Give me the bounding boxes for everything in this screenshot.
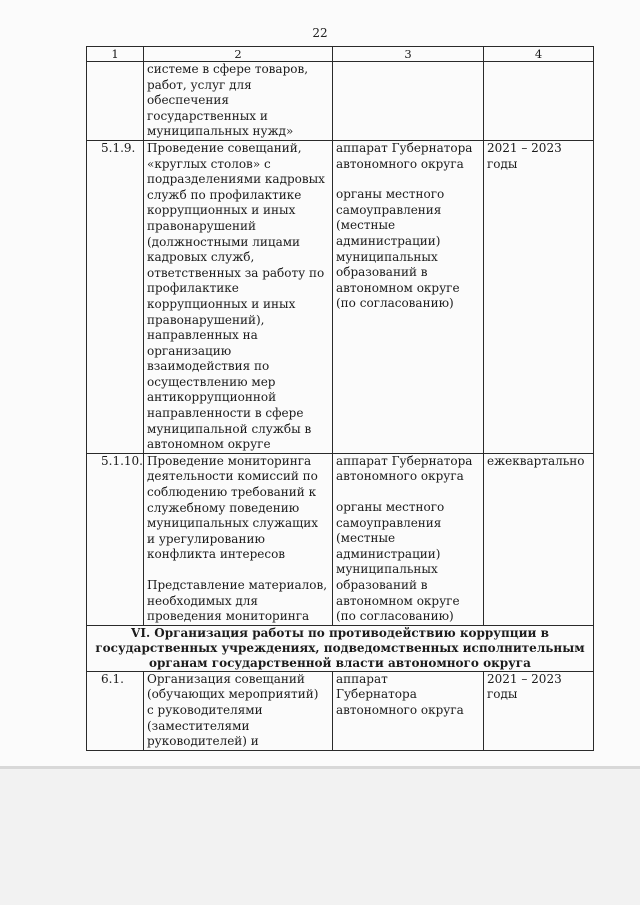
section-heading <box>87 625 594 671</box>
event-cell <box>144 140 333 453</box>
table-row <box>87 671 594 750</box>
text-line: (обучающих мероприятий) <box>147 687 319 702</box>
text-line: муниципальных служащих <box>147 516 319 531</box>
text-line: с руководителями <box>147 702 263 717</box>
column-header: 1 <box>87 47 144 62</box>
period-cell: 2021 – 2023 годы <box>484 671 594 750</box>
table-row <box>87 140 594 453</box>
text-line: муниципальной службы в <box>147 421 312 436</box>
text-line: Организация совещаний <box>147 671 305 686</box>
text-line: работ, услуг для <box>147 77 252 92</box>
text-line: (местные <box>336 531 396 546</box>
text-line: подразделениями кадровых <box>147 172 325 187</box>
blank-line <box>336 172 480 187</box>
text-line: муниципальных нужд» <box>147 124 294 139</box>
table-row <box>87 453 594 625</box>
text-line: государственных и <box>147 108 268 123</box>
text-line: Проведение мониторинга <box>147 453 312 468</box>
executor-cell <box>333 453 484 625</box>
text-line: антикоррупционной <box>147 390 277 405</box>
text-line: государственных учреждениях, подведомственных исполнительным <box>95 640 585 655</box>
text-line: (заместителями <box>147 718 250 733</box>
text-line: взаимодействия по <box>147 359 270 374</box>
text-line: соблюдению требований к <box>147 485 317 500</box>
item-number: 5.1.10. <box>87 453 144 625</box>
column-header: 2 <box>144 47 333 62</box>
text-line: автономном округе <box>147 437 271 452</box>
text-line: муниципальных <box>336 249 438 264</box>
text-line: аппарат Губернатора <box>336 140 473 155</box>
column-header: 3 <box>333 47 484 62</box>
text-line: самоуправления <box>336 515 442 530</box>
text-line: органы местного <box>336 187 445 202</box>
text-line: направленности в сфере <box>147 406 304 421</box>
text-line: «круглых столов» с <box>147 156 271 171</box>
page-bottom-edge <box>0 766 640 769</box>
text-line: служб по профилактике <box>147 187 302 202</box>
text-line: правонарушений), <box>147 312 265 327</box>
text-line: автономном округе <box>336 280 460 295</box>
text-line: конфликта интересов <box>147 547 286 562</box>
text-line: администрации) <box>336 233 441 248</box>
text-line: VI. Организация работы по противодействию коррупции в <box>131 625 549 640</box>
text-line: администрации) <box>336 546 441 561</box>
text-line: коррупционных и иных <box>147 203 296 218</box>
event-cell <box>144 62 333 141</box>
text-line: руководителей) и <box>147 734 259 749</box>
item-number: 5.1.9. <box>87 140 144 453</box>
text-line: системе в сфере товаров, <box>147 62 309 76</box>
text-line: (местные <box>336 218 396 233</box>
executor-cell <box>333 140 484 453</box>
text-line: (по согласованию) <box>336 296 454 311</box>
text-line: органы местного <box>336 500 445 515</box>
column-header: 4 <box>484 47 594 62</box>
text-line: и урегулированию <box>147 531 265 546</box>
period-cell: 2021 – 2023 годы <box>484 140 594 453</box>
text-line: осуществлению мер <box>147 374 276 389</box>
executor-cell <box>333 62 484 141</box>
text-line: Губернатора <box>336 687 417 702</box>
text-line: профилактике <box>147 281 239 296</box>
item-number <box>87 62 144 141</box>
text-line: органам государственной власти автономного округа <box>149 655 531 670</box>
text-line: необходимых для <box>147 593 258 608</box>
period-cell <box>484 62 594 141</box>
text-line: автономном округе <box>336 593 460 608</box>
text-line: обеспечения <box>147 93 229 108</box>
text-line: правонарушений <box>147 218 256 233</box>
text-line: направленных на <box>147 328 258 343</box>
table-header-row <box>87 47 594 62</box>
text-line: аппарат <box>336 671 388 686</box>
text-line: ответственных за работу по <box>147 265 325 280</box>
text-line: (должностными лицами <box>147 234 301 249</box>
text-line: образований в <box>336 578 428 592</box>
text-line: проведения мониторинга <box>147 609 310 624</box>
measures-table <box>86 46 594 751</box>
text-line: организацию <box>147 343 232 358</box>
text-line: кадровых служб, <box>147 250 255 265</box>
text-line: Представление материалов, <box>147 578 328 592</box>
text-line: деятельности комиссий по <box>147 469 318 484</box>
section-heading-row <box>87 625 594 671</box>
text-line: служебному поведению <box>147 500 300 515</box>
blank-line <box>336 485 480 500</box>
page-number: 22 <box>312 26 328 40</box>
blank-line <box>147 563 329 578</box>
text-line: аппарат Губернатора <box>336 453 473 468</box>
text-line: коррупционных и иных <box>147 296 296 311</box>
item-number: 6.1. <box>87 671 144 750</box>
event-cell <box>144 453 333 625</box>
text-line: (по согласованию) <box>336 609 454 624</box>
period-cell: ежеквартально <box>484 453 594 625</box>
text-line: автономного округа <box>336 469 464 484</box>
executor-cell <box>333 671 484 750</box>
text-line: автономного округа <box>336 702 464 717</box>
text-line: Проведение совещаний, <box>147 140 302 155</box>
event-cell <box>144 671 333 750</box>
text-line: автономного округа <box>336 156 464 171</box>
table-row <box>87 62 594 141</box>
text-line: муниципальных <box>336 562 438 577</box>
text-line: самоуправления <box>336 202 442 217</box>
text-line: образований в <box>336 265 428 280</box>
